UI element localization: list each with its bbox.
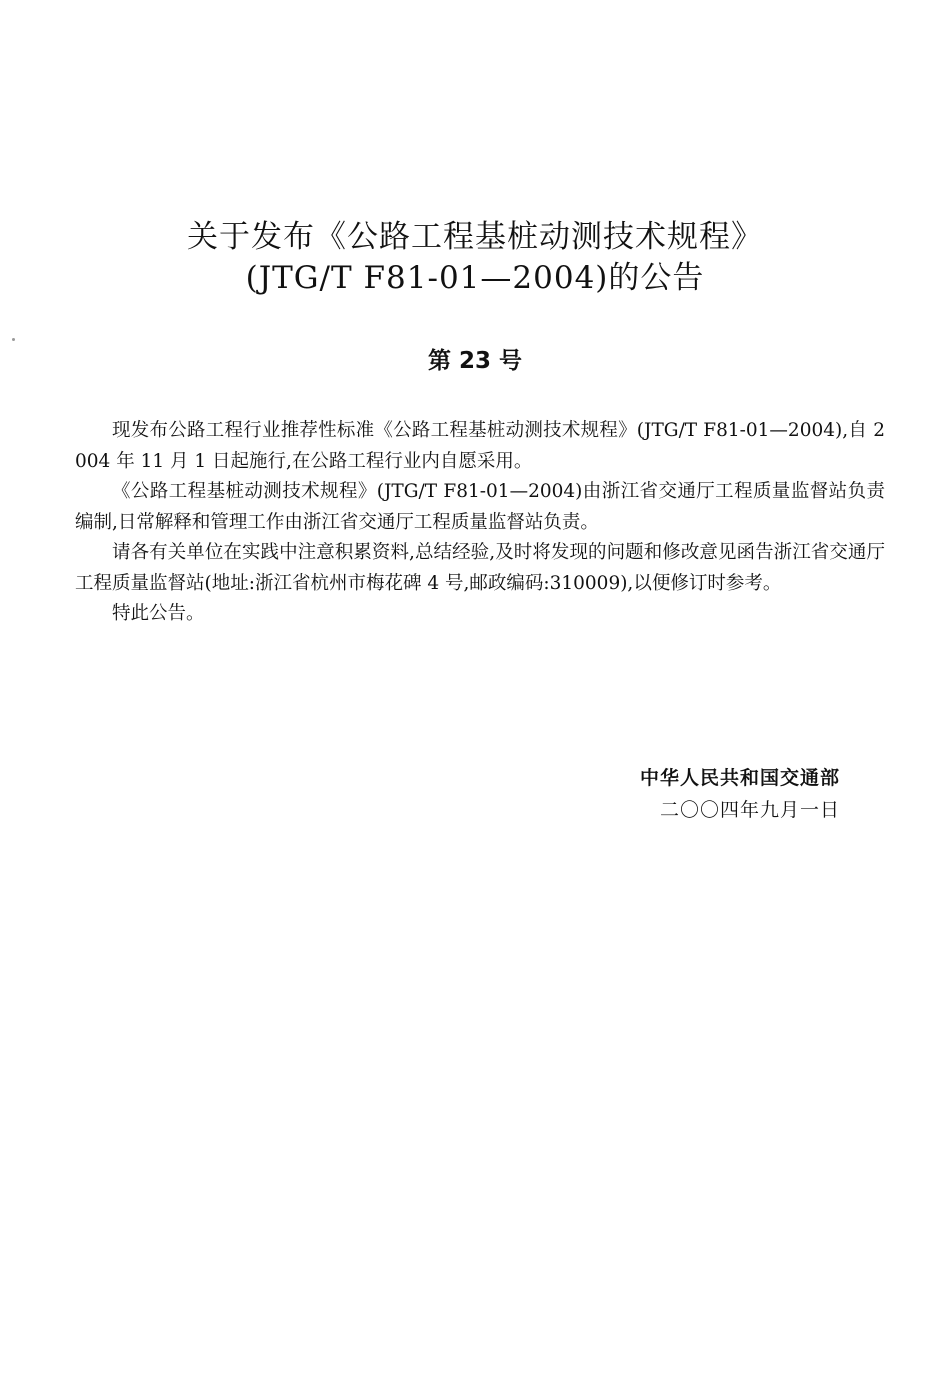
paragraph-responsibility: 《公路工程基桩动测技术规程》(JTG/T F81-01—2004)由浙江省交通厅工程质量监督站负责编制,日常解释和管理工作由浙江省交通厅工程质量监督站负责。 [75, 481, 885, 533]
signature-organization: 中华人民共和国交通部 [639, 767, 840, 789]
paragraph-feedback: 请各有关单位在实践中注意积累资料,总结经验,及时将发现的问题和修改意见函告浙江省交通厅工程质量监督站(地址:浙江省杭州市梅花碑 4 号,邮政编码:310009),以便修订时参考。 [75, 542, 885, 594]
paragraph-publication: 现发布公路工程行业推荐性标准《公路工程基桩动测技术规程》(JTG/T F81-01—2004),自 2004 年 11 月 1 日起施行,在公路工程行业内自愿采用。 [75, 420, 885, 472]
announcement-title-line-2: (JTG/T F81-01—2004)的公告 [245, 260, 705, 296]
announcement-number: 第 23 号 [427, 348, 523, 374]
paragraph-closing: 特此公告。 [112, 603, 205, 624]
scan-speck [12, 338, 15, 341]
signature-date: 二〇〇四年九月一日 [659, 799, 840, 821]
announcement-body [75, 416, 885, 630]
announcement-title-line-1: 关于发布《公路工程基桩动测技术规程》 [187, 219, 763, 255]
